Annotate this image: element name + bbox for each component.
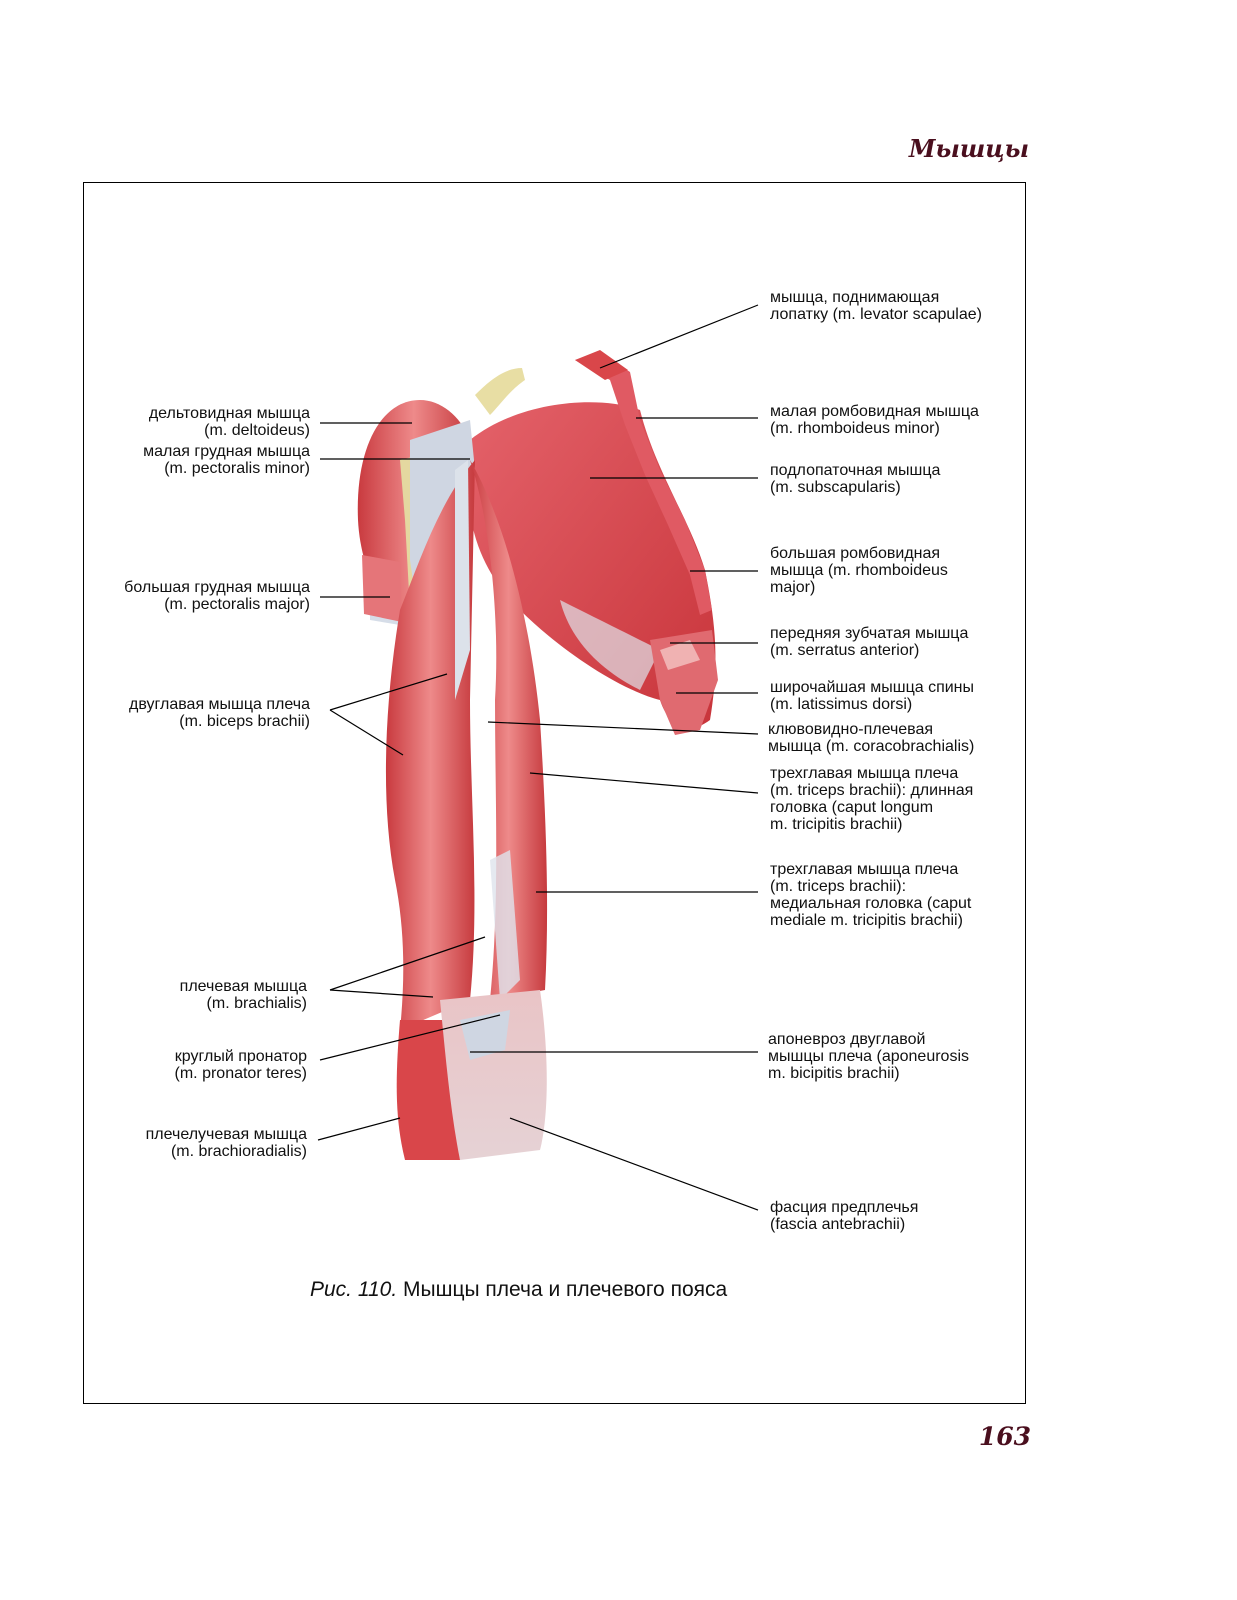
figure-number: Рис. 110. <box>310 1278 398 1301</box>
label-biceps-brachii: двуглавая мышца плеча (m. biceps brachii) <box>129 696 310 730</box>
label-deltoideus: дельтовидная мышца (m. deltoideus) <box>148 405 310 439</box>
label-rhomboideus-major: большая ромбовидная мышца (m. rhomboideus major) <box>770 545 948 596</box>
figure-caption-text: Мышцы плеча и плечевого пояса <box>403 1278 728 1301</box>
figure-caption <box>310 1278 727 1302</box>
label-serratus-anterior: передняя зубчатая мышца (m. serratus anterior) <box>770 625 969 659</box>
label-triceps-long-head: трехглавая мышца плеча (m. triceps brachii): длинная головка (caput longum m. tricipitis brachii) <box>770 765 974 833</box>
label-pectoralis-minor: малая грудная мышца (m. pectoralis minor) <box>143 443 310 477</box>
label-aponeurosis-bicipitis: апоневроз двуглавой мышцы плеча (aponeurosis m. bicipitis brachii) <box>768 1031 969 1082</box>
label-fascia-antebrachii: фасция предплечья (fascia antebrachii) <box>770 1199 919 1233</box>
running-header-title: Мышцы <box>908 134 1029 163</box>
label-subscapularis: подлопаточная мышца (m. subscapularis) <box>770 462 941 496</box>
label-rhomboideus-minor: малая ромбовидная мышца (m. rhomboideus minor) <box>770 403 979 437</box>
label-pectoralis-major: большая грудная мышца (m. pectoralis major) <box>124 579 310 613</box>
label-brachioradialis: плечелучевая мышца (m. brachioradialis) <box>145 1126 307 1160</box>
pectoralis-major-stump <box>362 555 402 622</box>
label-pronator-teres: круглый пронатор (m. pronator teres) <box>174 1048 307 1082</box>
page-number: 163 <box>978 1422 1031 1451</box>
label-triceps-medial-head: трехглавая мышца плеча (m. triceps brachii): медиальная головка (caput mediale m. tricipitis brachii) <box>770 861 972 929</box>
label-coracobrachialis: клювовидно-плечевая мышца (m. coracobrachialis) <box>768 721 975 755</box>
label-levator-scapulae: мышца, поднимающая лопатку (m. levator scapulae) <box>770 289 982 323</box>
label-latissimus-dorsi: широчайшая мышца спины (m. latissimus dorsi) <box>770 679 975 713</box>
label-brachialis: плечевая мышца (m. brachialis) <box>179 978 307 1012</box>
